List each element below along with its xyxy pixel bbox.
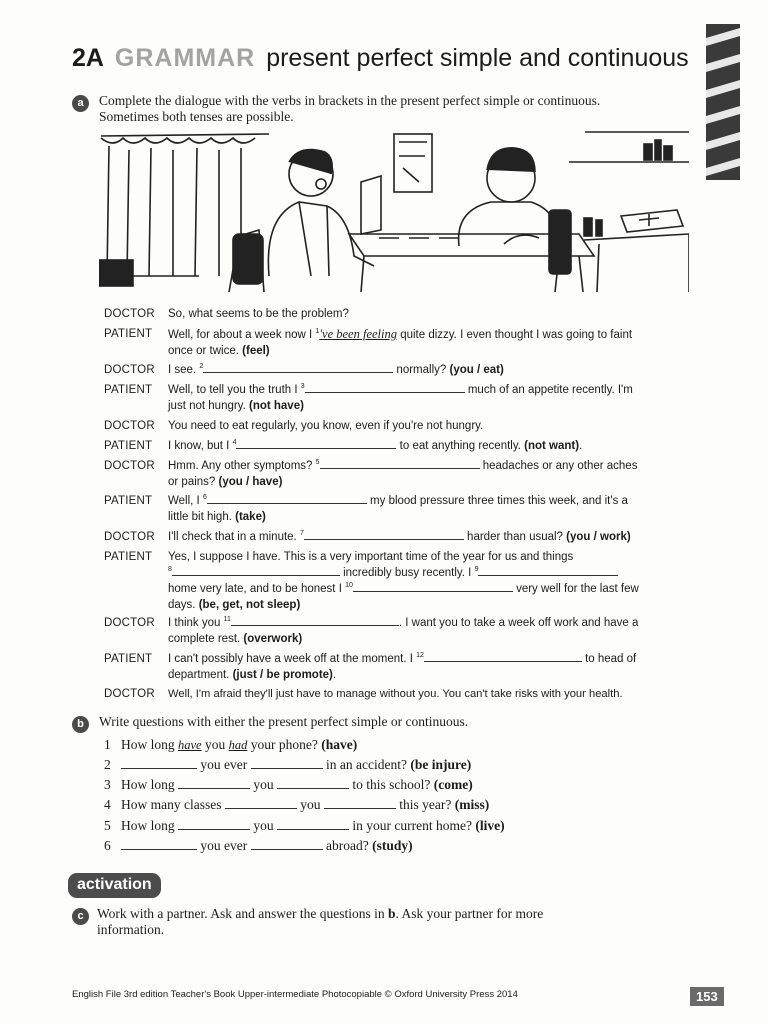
answer-blank[interactable] xyxy=(207,493,367,504)
speaker: PATIENT xyxy=(104,495,153,507)
question-item: 4 How many classes you this year? (miss) xyxy=(104,797,490,812)
answer-blank[interactable] xyxy=(277,776,349,789)
topic-title: present perfect simple and continuous xyxy=(266,44,689,72)
line-text: Hmm. Any other symptoms? $^5$ headaches or any other aches or pains? (you / have) xyxy=(168,459,638,488)
answer-blank[interactable] xyxy=(304,529,464,540)
line-text: I'll check that in a minute. $^7$ harder than usual? (you / work) xyxy=(168,530,631,543)
answer-blank[interactable] xyxy=(121,756,197,769)
speaker: PATIENT xyxy=(104,328,153,340)
answer-blank[interactable] xyxy=(225,796,297,809)
answer-blank[interactable] xyxy=(231,615,399,626)
exercise-a-instruction: Complete the dialogue with the verbs in brackets in the present perfect simple or continuous. Sometimes both tenses are possible. xyxy=(99,93,601,124)
question-item: 5 How long you in your current home? (live) xyxy=(104,818,505,833)
line-text: Yes, I suppose I have. This is a very important time of the year for us and things $^8$ incredibly busy recently. I $^9$ home very late, and to be honest I $^{10}$ very well for the last few days. (be, get, not sleep) xyxy=(168,551,639,611)
dialogue-line xyxy=(104,493,688,525)
unit-number: 2A xyxy=(72,44,104,72)
page-number: 153 xyxy=(690,987,724,1006)
example-answer: 've been feeling xyxy=(319,327,397,341)
speaker: DOCTOR xyxy=(104,364,155,376)
answer-blank[interactable] xyxy=(320,458,480,469)
line-text: Well, I'm afraid they'll just have to manage without you. You can't take risks with your health. xyxy=(168,688,623,700)
question-item: 6 you ever abroad? (study) xyxy=(104,838,413,853)
speaker: DOCTOR xyxy=(104,688,155,700)
dialogue-line xyxy=(104,438,688,454)
answer-blank[interactable] xyxy=(277,817,349,830)
page-title xyxy=(72,44,689,73)
speaker: PATIENT xyxy=(104,440,153,452)
dialogue-line xyxy=(104,529,688,545)
line-text: I think you $^{11}$ . I want you to take a week off work and have a complete rest. (overwork) xyxy=(168,616,639,645)
exercise-c-badge: c xyxy=(72,906,89,925)
speaker: DOCTOR xyxy=(104,531,155,543)
line-text: Well, to tell you the truth I $^3$ much of an appetite recently. I'm just not hungry. (not have) xyxy=(168,383,633,412)
answer-blank[interactable] xyxy=(236,438,396,449)
section-label: GRAMMAR xyxy=(114,44,256,72)
answer-blank[interactable] xyxy=(121,837,197,850)
question-item: 3 How long you to this school? (come) xyxy=(104,777,473,792)
speaker: DOCTOR xyxy=(104,308,155,320)
dialogue-line xyxy=(104,306,688,322)
line-text: I know, but I $^4$ to eat anything recently. (not want). xyxy=(168,439,583,452)
answer-blank[interactable] xyxy=(478,565,618,576)
answer-blank[interactable] xyxy=(353,581,513,592)
dialogue-line xyxy=(104,458,688,490)
exercise-a-badge: a xyxy=(72,93,89,112)
dialogue-line xyxy=(104,326,688,358)
answer-blank[interactable] xyxy=(305,382,465,393)
dialogue-line xyxy=(104,418,688,434)
dialogue-line xyxy=(104,549,688,613)
activation-label: activation xyxy=(68,873,161,898)
doctor-patient-illustration xyxy=(99,126,689,292)
line-text: I see. $^2$ normally? (you / eat) xyxy=(168,363,504,376)
answer-blank[interactable] xyxy=(172,565,340,576)
speaker: DOCTOR xyxy=(104,460,155,472)
example-answer: had xyxy=(228,738,248,752)
dialogue-line xyxy=(104,382,688,414)
speaker: DOCTOR xyxy=(104,420,155,432)
answer-blank[interactable] xyxy=(203,362,393,373)
speaker: PATIENT xyxy=(104,384,153,396)
speaker: DOCTOR xyxy=(104,617,155,629)
answer-blank[interactable] xyxy=(178,776,250,789)
speaker: PATIENT xyxy=(104,653,153,665)
dialogue-line xyxy=(104,362,688,378)
dialogue-line xyxy=(104,651,688,683)
line-text: I can't possibly have a week off at the moment. I $^{12}$ to head of department. (just / be promote). xyxy=(168,652,637,681)
answer-blank[interactable] xyxy=(324,796,396,809)
exercise-b-instruction: Write questions with either the present perfect simple or continuous. xyxy=(99,714,469,729)
dialogue-line xyxy=(104,686,688,702)
dialogue-line xyxy=(104,615,688,647)
question-item: 1 How long have you had your phone? (have) xyxy=(104,737,358,752)
decorative-stripe xyxy=(706,24,740,180)
exercise-b-badge: b xyxy=(72,714,89,733)
footer-credit: English File 3rd edition Teacher's Book Upper-intermediate Photocopiable © Oxford University Press 2014 xyxy=(72,989,518,1000)
answer-blank[interactable] xyxy=(178,817,250,830)
line-text: So, what seems to be the problem? xyxy=(168,308,349,320)
answer-blank[interactable] xyxy=(251,756,323,769)
exercise-c-instruction: Work with a partner. Ask and answer the questions in b. Ask your partner for more information. xyxy=(97,906,544,937)
answer-blank[interactable] xyxy=(251,837,323,850)
speaker: PATIENT xyxy=(104,551,153,563)
line-text: Well, for about a week now I $^1$'ve been feeling quite dizzy. I even thought I was going to faint once or twice. (feel) xyxy=(168,327,633,357)
line-text: Well, I $^6$ my blood pressure three times this week, and it's a little bit high. (take) xyxy=(168,494,628,523)
question-item: 2 you ever in an accident? (be injure) xyxy=(104,757,472,772)
example-answer: have xyxy=(178,738,202,752)
answer-blank[interactable] xyxy=(424,651,582,662)
line-text: You need to eat regularly, you know, even if you're not hungry. xyxy=(168,420,484,432)
